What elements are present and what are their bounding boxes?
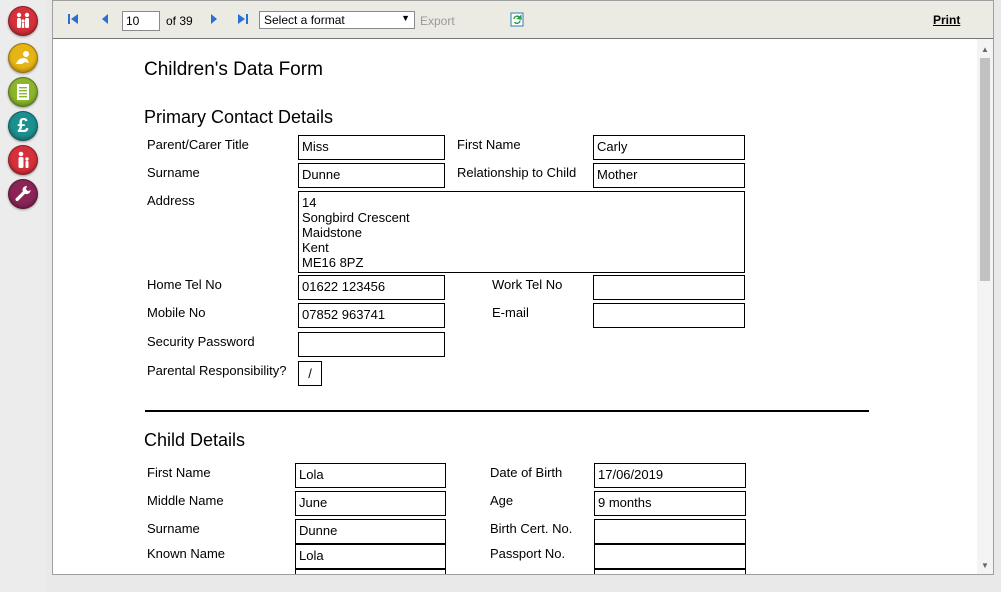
parent-title-label: Parent/Carer Title [147,137,249,152]
child-details-heading: Child Details [144,430,246,450]
child-first-name-field: Lola [295,463,446,488]
address-field: 14 Songbird Crescent Maidstone Kent ME16 8PZ [298,191,745,273]
child-icon[interactable] [8,43,38,73]
scrollbar-thumb[interactable] [980,58,990,281]
email-field [593,303,745,328]
primary-first-name-label: First Name [457,137,521,152]
report-page [53,39,977,574]
passport-label: Passport No. [490,546,566,561]
refresh-icon[interactable] [510,12,524,30]
report-toolbar [53,1,993,39]
first-page-icon[interactable] [67,13,79,28]
page-number-input[interactable] [122,11,160,31]
export-link[interactable]: Export [420,14,455,28]
next-page-icon[interactable] [209,13,219,28]
birth-cert-field [594,519,746,544]
age-label: Age [490,493,514,508]
security-password-label: Security Password [147,334,255,349]
next-row-field [295,569,446,574]
page-count: of 39 [166,14,193,28]
mobile-label: Mobile No [147,305,206,320]
previous-page-icon[interactable] [100,13,110,28]
address-label: Address [147,193,195,208]
parental-responsibility-field: / [298,361,322,386]
child-first-name-label: First Name [147,465,211,480]
parental-responsibility-label: Parental Responsibility? [147,363,287,378]
parent-title-field: Miss [298,135,445,160]
birth-cert-label: Birth Cert. No. [490,521,573,536]
primary-surname-field: Dunne [298,163,445,188]
family-icon[interactable] [8,6,38,36]
scroll-up-icon[interactable]: ▲ [981,45,989,54]
home-tel-field: 01622 123456 [298,275,445,300]
vertical-scrollbar[interactable] [977,39,993,574]
security-password-field [298,332,445,357]
export-format-select[interactable] [259,11,415,29]
home-tel-label: Home Tel No [147,277,222,292]
next-row-field-right [594,569,746,574]
mobile-field: 07852 963741 [298,303,445,328]
print-link[interactable]: Print [933,13,961,27]
pound-icon[interactable]: £ [8,111,38,141]
work-tel-field [593,275,745,300]
known-name-label: Known Name [147,546,226,561]
passport-field [594,544,746,569]
last-page-icon[interactable] [237,13,249,28]
chevron-down-icon: ▼ [401,13,410,23]
known-name-field: Lola [295,544,446,569]
app-sidebar [0,0,46,592]
document-icon[interactable] [8,77,38,107]
primary-first-name-field: Carly [593,135,745,160]
staff-icon[interactable] [8,145,38,175]
relationship-field: Mother [593,163,745,188]
relationship-label: Relationship to Child [457,165,577,180]
section-divider [145,410,869,412]
child-surname-label: Surname [147,521,200,536]
primary-surname-label: Surname [147,165,200,180]
middle-name-field: June [295,491,446,516]
middle-name-label: Middle Name [147,493,224,508]
dob-label: Date of Birth [490,465,563,480]
wrench-icon[interactable] [8,179,38,209]
child-surname-field: Dunne [295,519,446,544]
report-title: Children's Data Form [144,59,323,80]
primary-contact-heading: Primary Contact Details [144,107,334,127]
export-format-value: Select a format [264,13,345,27]
dob-field: 17/06/2019 [594,463,746,488]
email-label: E-mail [492,305,529,320]
report-viewer [52,0,994,575]
work-tel-label: Work Tel No [492,277,563,292]
scroll-down-icon[interactable]: ▼ [981,561,989,570]
age-field: 9 months [594,491,746,516]
